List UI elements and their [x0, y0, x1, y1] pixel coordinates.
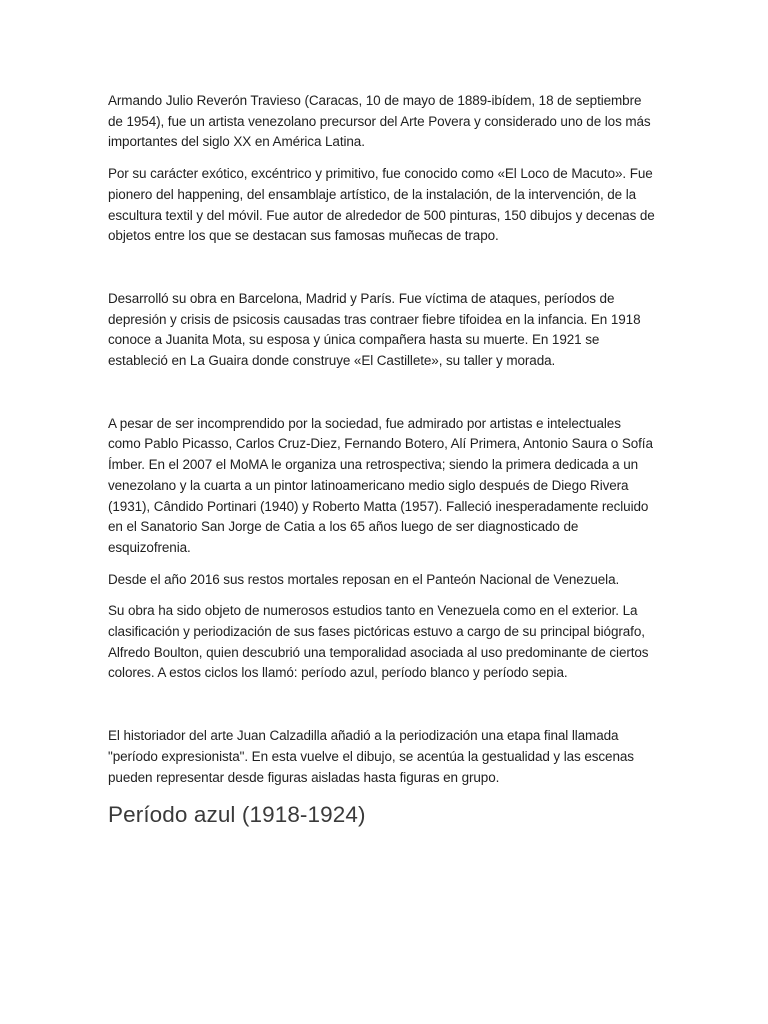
paragraph-intro: Armando Julio Reverón Travieso (Caracas, 10 de mayo de 1889-ibídem, 18 de septiembre de 1954), fue un artista venezolano precursor del Arte Povera y considerado uno de los más importantes del siglo XX en América Latina. [108, 93, 651, 150]
document-body [108, 91, 656, 830]
paragraph-studies: Su obra ha sido objeto de numerosos estudios tanto en Venezuela como en el exterior. La clasificación y periodización de sus fases pictóricas estuvo a cargo de su principal biógrafo, Alfredo Boulton, quien descubrió una temporalidad asociada al uso predominante de ciertos colores. A estos ciclos los llamó: período azul, período blanco y período sepia. [108, 603, 649, 681]
section-heading: Período azul (1918-1924) [108, 802, 366, 828]
paragraph-life: Desarrolló su obra en Barcelona, Madrid y París. Fue víctima de ataques, períodos de depresión y crisis de psicosis causadas tras contraer fiebre tifoidea en la infancia. En 1918 conoce a Juanita Mota, su esposa y única compañera hasta su muerte. En 1921 se estableció en La Guaira donde construye «El Castillete», su taller y morada. [108, 290, 641, 369]
paragraph-recognition: A pesar de ser incomprendido por la sociedad, fue admirado por artistas e intelectuales como Pablo Picasso, Carlos Cruz-Diez, Fernando Botero, Alí Primera, Antonio Saura o Sofía Ímber. En el 2007 el MoMA le organiza una retrospectiva; siendo la primera dedicada a un venezolano y la cuarta a un pintor latinoamericano medio siglo después de Diego Rivera (1931), Cândido Portinari (1940) y Roberto Matta (1957). Falleció inesperadamente recluido en el Sanatorio San Jorge de Catia a los 65 años luego de ser diagnosticado de esquizofrenia. [108, 415, 653, 555]
paragraph-periodization: El historiador del arte Juan Calzadilla añadió a la periodización una etapa final llamada "período expresionista". En esta vuelve el dibujo, se acentúa la gestualidad y las escenas pueden representar desde figuras aisladas hasta figuras en grupo. [108, 728, 634, 785]
paragraph-pantheon: Desde el año 2016 sus restos mortales reposan en el Panteón Nacional de Venezuela. [108, 571, 620, 587]
paragraph-character: Por su carácter exótico, excéntrico y primitivo, fue conocido como «El Loco de Macuto». Fue pionero del happening, del ensamblaje artístico, de la instalación, de la intervención, de la escultura textil y del móvil. Fue autor de alrededor de 500 pinturas, 150 dibujos y decenas de objetos entre los que se destacan sus famosas muñecas de trapo. [108, 166, 655, 244]
